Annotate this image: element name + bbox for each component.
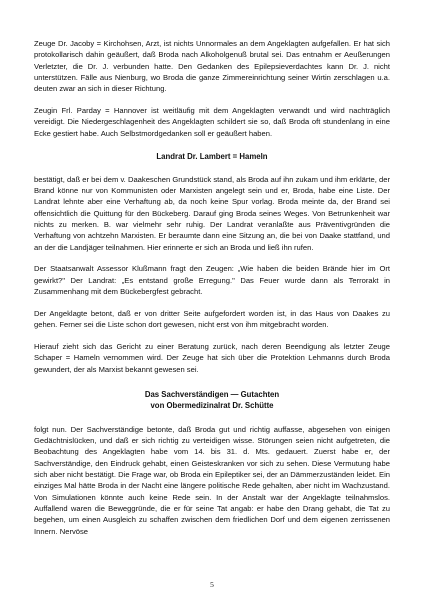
paragraph-zeugin-parday: Zeugin Frl. Parday = Hannover ist weitläufig mit dem Angeklagten verwandt und wird nachträglich vereidigt. Die Niedergeschlagenheit des Angeklagten schildert sie so, daß Broda oft stundenlang in eine Ecke gestiert habe. Auch Selbstmordgedanken soll er geäußert haben. bbox=[34, 105, 390, 138]
paragraph-staatsanwalt-question: Der Staatsanwalt Assessor Klußmann fragt den Zeugen: „Wie haben die beiden Brände hier im Ort gewirkt?" Der Landrat: „Es entstand große Erregung." Das Feuer wurde dann als Terrorakt in Zusammenhang mit dem Bückebergfest gebracht. bbox=[34, 264, 390, 297]
section-heading-gutachten-line1: Das Sachverständigen — Gutachten bbox=[144, 389, 280, 399]
paragraph-gutachten: folgt nun. Der Sachverständige betonte, daß Broda gut und richtig auffasse, abgesehen von einigen Gedächtnislücken, und daß er sich richtig zu verteidigen wisse. Störungen seien nicht aufgetreten, die Beobachtung des Angeklagten habe vom 14. bis 31. d. Mts. gedauert. Zuerst habe er, der Sachverständige, den Eindruck gehabt, einen Geisteskranken vor sich zu sehen. Diese Vermutung habe sich aber nicht bestätigt. Die Frage war, ob Broda ein Epileptiker sei, der an Dämmerzuständen leidet. Ein einziges Mal hätte Broda in der Nacht eine längere politische Rede gehalten, aber nicht im Wachzustand. Von Simulationen könnte auch keine Rede sein. In der Anstalt war der Angeklagte teilnahmslos. Auffallend waren die Beweggründe, die er für seine Tat angab: er habe den Drang gehabt, die Tat zu begehen, um einen Ausgleich zu schaffen zwischen dem friedlichen Dorf und dem eigenen zerrissenen Innern. Nervöse bbox=[34, 424, 390, 536]
paragraph-zeuge-jacoby: Zeuge Dr. Jacoby = Kirchohsen, Arzt, ist nichts Unnormales an dem Angeklagten aufgefallen. Er hat sich protokollarisch dahin geäußert, daß Broda nach Alkoholgenuß brutal sei. Das entnahm er Aeußerungen Verletzter, die Dr. J. verbunden hatte. Den Gedanken des Epilepsieverdachtes kann Dr. J. nicht unterstützen. Fälle aus Nienburg, wo Broda die ganze Zimmereinrichtung seiner Wirtin zerschlagen u.a. deuten zwar an sich in dieser Richtung. bbox=[34, 39, 390, 94]
document-page bbox=[34, 38, 390, 547]
section-heading-gutachten-line2: von Obermedizinalrat Dr. Schütte bbox=[150, 400, 274, 410]
paragraph-zeuge-schaper: Hierauf zieht sich das Gericht zu einer Beratung zurück, nach deren Beendigung als letzter Zeuge Schaper = Hameln vernommen wird. Der Zeuge hat sich über die Protektion Lehmanns durch Broda gewundert, der als Marxist bekannt gewesen sei. bbox=[34, 341, 390, 374]
page-number: 5 bbox=[210, 580, 214, 589]
paragraph-landrat-testimony: bestätigt, daß er bei dem v. Daakeschen Grundstück stand, als Broda auf ihn zukam und ihm erklärte, der Brand könne nur von Kommunisten oder Marxisten angelegt sein und er, Broda, habe eine Liste. Der Landrat lehnte aber eine Verhaftung ab, da noch keine Spur vorlag. Broda meinte da, der Brand sei offensichtlich die Quittung für den Bückeberg. Darauf ging Broda seines Weges. Von Betrunkenheit war nichts zu merken. B. war vielmehr sehr ruhig. Der Landrat veranlaßte aus Präventivgründen die Verhaftung von achtzehn Marxisten. Er beraumte dann eine Sitzung an, die bei von Daake stattfand, und an der die Landjäger teilnahmen. Hier erinnerte er sich an Broda und ließ ihn rufen. bbox=[34, 174, 390, 252]
section-heading-gutachten bbox=[34, 389, 390, 411]
section-heading-landrat: Landrat Dr. Lambert = Hameln bbox=[156, 151, 268, 161]
paragraph-angeklagter-statement: Der Angeklagte betont, daß er von dritter Seite aufgefordert worden ist, in das Haus von Daakes zu gehen. Ferner sei die Liste schon dort gewesen, nicht erst von ihm mitgebracht worden. bbox=[34, 308, 390, 330]
